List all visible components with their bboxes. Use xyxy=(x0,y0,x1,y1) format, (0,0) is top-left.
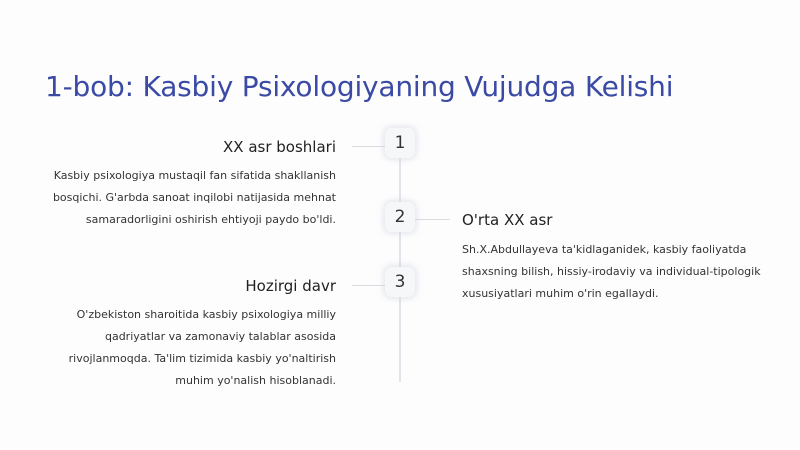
timeline-marker-number: 2 xyxy=(394,207,406,227)
slide-title: 1-bob: Kasbiy Psixologiyaning Vujudga Kelishi xyxy=(45,70,674,103)
timeline-connector-3 xyxy=(352,285,386,286)
timeline-item-heading: Hozirgi davr xyxy=(245,277,336,295)
timeline-item-text: O'zbekiston sharoitida kasbiy psixologiya milliy qadriyatlar va zamonaviy talablar asosida rivojlanmoqda. Ta'lim tizimida kasbiy yo'naltirish muhim yo'nalish hisoblanadi. xyxy=(68,308,336,387)
timeline-marker-number: 1 xyxy=(394,133,406,153)
timeline-item-text: Sh.X.Abdullayeva ta'kidlaganidek, kasbiy faoliyatda shaxsning bilish, hissiy-irodaviy va individual-tipologik xususiyatlari muhim o'rin egallaydi. xyxy=(462,243,761,300)
timeline-marker-2 xyxy=(385,202,415,232)
timeline-axis xyxy=(399,130,401,382)
timeline-marker-number: 3 xyxy=(394,272,406,292)
timeline-connector-1 xyxy=(352,146,386,147)
timeline-marker-1 xyxy=(385,128,415,158)
timeline-item-text: Kasbiy psixologiya mustaqil fan sifatida shakllanish bosqichi. G'arbda sanoat inqilobi natijasida mehnat samaradorligini oshirish ehtiyoji paydo bo'ldi. xyxy=(52,169,336,226)
timeline-item-heading: O'rta XX asr xyxy=(462,211,553,229)
timeline-marker-3 xyxy=(385,267,415,297)
timeline-item-heading: XX asr boshlari xyxy=(223,138,336,156)
timeline-connector-2 xyxy=(414,219,450,220)
